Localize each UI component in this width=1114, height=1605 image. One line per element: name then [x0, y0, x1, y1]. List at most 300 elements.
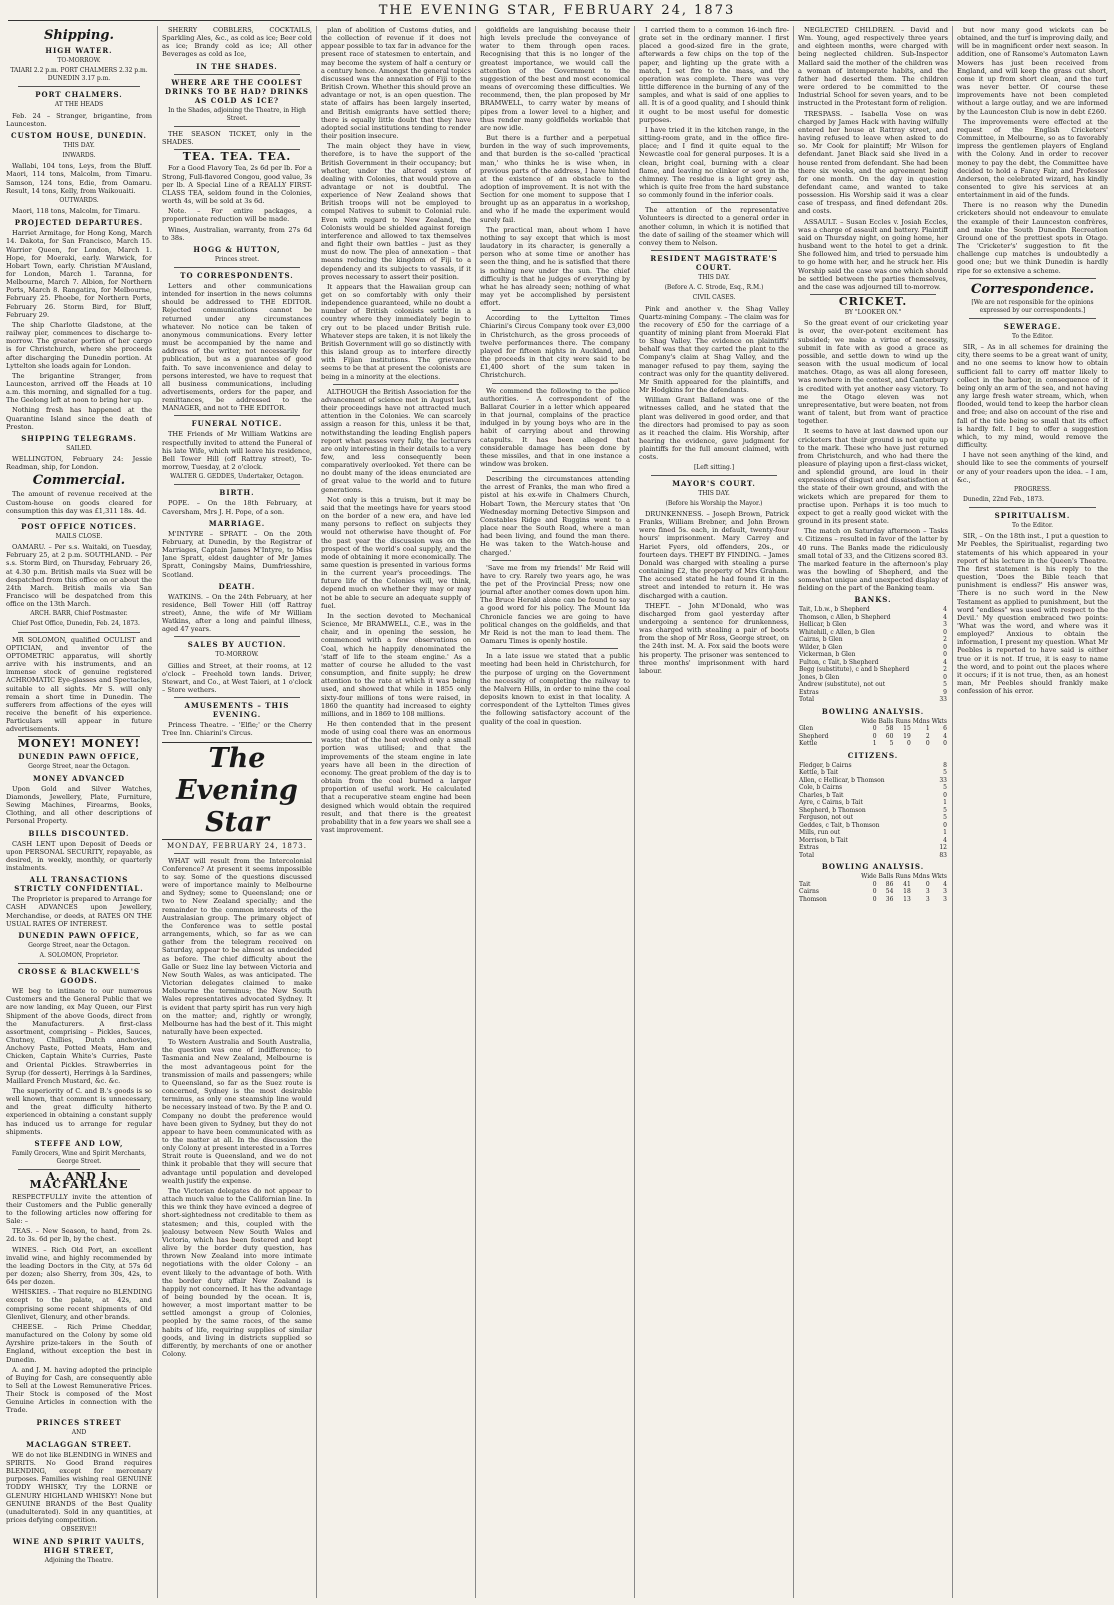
correspondents-text: Letters and other communications intended for insertion in the news columns should be addressed to THE EDITOR. Rejected communications cannot be returned under any circumstances whatever. No notice can be taken of anonymous communications. Every letter must be accompanied by the name and address of the writer, not necessarily for publication, but as a guarantee of good faith. To save inconvenience and delay to persons interested, we have to request that all business communications, including advertisements, orders for the paper, and remittances, be addressed to the MANAGER, and not to THE EDITOR. [162, 281, 312, 413]
pawn-address: George Street, near the Octagon. [28, 762, 130, 770]
table-cell-label: Shepherd [799, 732, 829, 740]
pawn-address: George Street, near the Octagon. [28, 941, 130, 949]
article-paragraph: Describing the circumstances attending the arrest of Franks, the man who fired a pistol at his ex-wife in Chalmers Church, Hobart Town, the Mercury states that 'On Wednesday morning Detective Simpson and Constables Ridge and Ruggins went to a place near the South Road, where a man had been living, and found the man there. He was taken to the Watch-house and charged.' [480, 475, 630, 557]
table-cell-value: 0 [925, 880, 930, 888]
court-before: (Before his Worship the Mayor.) [665, 499, 763, 507]
article-paragraph: ALTHOUGH the British Association for the advancement of science met in August last, their proceedings have not attracted much attention in the Colonies. We can scarcely assign a reason for this, unless it be that, notwithstanding the leading English papers report what passes very fully, the lecturers are only interesting in their details to a very few, and less consequently been comparatively overlooked. Yet there can be no doubt many of the ideas enunciated are of great value to the world and to future generations. [321, 387, 471, 494]
court-day: THIS DAY. [698, 274, 730, 282]
separator [651, 250, 777, 251]
tea-heading: TEA. TEA. TEA. [182, 150, 292, 164]
table-cell-label: Allen, c Hellicar, b Thomson [799, 776, 885, 784]
separator [651, 202, 777, 203]
masthead-text: THE EVENING STAR, FEBRUARY 24, 1873 [378, 3, 736, 18]
separator [492, 560, 618, 561]
table-row [798, 621, 948, 629]
table-cell-value: 3 [943, 888, 947, 896]
mails-close-label: MAILS CLOSE. [55, 532, 103, 540]
table-row [798, 829, 948, 837]
table-cell-label: Tait, I.b.w., b Shepherd [799, 606, 870, 614]
table-row [798, 644, 948, 652]
table-cell-value: Mdns [912, 873, 930, 881]
sailed-label: SAILED. [66, 444, 92, 452]
table-cell-value: Wide [861, 717, 877, 725]
table-row [798, 784, 948, 792]
tomorrow-label: TO-MORROW. [57, 57, 101, 64]
proprietor-text: The Proprietor is prepared to Arrange for CASH ADVANCES upon Jewellery, Merchandise, or deeds, at RATES ON THE USUAL RATES OF INTEREST. [6, 895, 152, 928]
table-cell-label: Charles, b Tait [799, 791, 844, 799]
separator [174, 126, 300, 127]
crosse-blackwell-heading: CROSSE & BLACKWELL'S GOODS. [18, 967, 140, 986]
table-cell-value: Mdns [912, 717, 930, 725]
table-cell-value: 19 [903, 732, 911, 740]
commercial-heading: Commercial. [32, 473, 126, 489]
letter-signature: PROGRESS. [1014, 485, 1051, 493]
table-cell-value: 5 [943, 769, 947, 777]
table-cell-value: 4 [943, 658, 947, 666]
table-cell-value: 0 [943, 821, 947, 829]
table-cell-label: Wilder, b Glen [799, 643, 843, 651]
table-cell-value: 3 [925, 895, 930, 903]
observe-label: OBSERVE!! [61, 1526, 97, 1534]
bowling-analysis-table [798, 718, 948, 748]
separator [18, 86, 140, 87]
shipping-paragraph: Nothing fresh has happened at the Quarantine Island since the death of Preston. [6, 406, 152, 431]
cricket-heading: CRICKET. [838, 295, 908, 308]
tea-note: Note. – For entire packages, a proportionate reduction will be made. [162, 207, 312, 224]
table-row [798, 844, 948, 852]
masthead-rule [8, 20, 1106, 21]
table-cell-value: 3 [925, 888, 930, 896]
cash-lent-text: CASH LENT upon Deposit of Deeds or upon PERSONAL SECURITY, repayable, as desired, in weekly, monthly, or quarterly instalments. [6, 839, 152, 873]
court-report: NEGLECTED CHILDREN. – David and Wm. Young, aged respectively three years and eighteen months, were charged with being neglected children. Sub-Inspector Mallard said the mother of the children was a woman of intemperate habits, and the father had deserted them. The children were ordered to be committed to the Industrial School for seven years, and to be instructed in the Protestant form of religion. [798, 26, 948, 108]
bills-heading: BILLS DISCOUNTED. [28, 828, 130, 838]
separator [492, 383, 618, 384]
table-cell-value: 4 [943, 836, 947, 844]
marriage-heading: MARRIAGE. [208, 518, 266, 528]
table-cell-label: Total [799, 851, 815, 859]
sewerage-heading: SEWERAGE. [1003, 322, 1062, 331]
table-cell-value: 41 [903, 880, 911, 888]
table-cell-value: 1 [872, 740, 877, 748]
steffe-low-heading: STEFFE AND LOW, [34, 1138, 124, 1148]
table-row [798, 696, 948, 704]
marriage-text: M'INTYRE – SPRATT. – On the 20th February, at Dunedin, by the Registrar of Marriages, Captain James M'Intyre, to Miss Jane Spratt, eldest daughter of Mr James Spratt, Coningsby Mains, Dumfriesshire, Scotland. [162, 529, 312, 579]
commercial-text: The amount of revenue received at the Custom-house on goods cleared for consumption this day was £1,311 18s. 4d. [6, 490, 152, 515]
separator [651, 475, 777, 476]
cricket-paragraph: There is no reason why the Dunedin cricketers should not endeavour to emulate the example of their Launceston confrères, and make the South Dunedin Recreation Ground one of the prettiest spots in Otago. The 'Cricketer's' suggestion to fit the challenge cup matches is undoubtedly a good one; but we think Dunedin is hardly ripe for so extensive a scheme. [957, 201, 1108, 275]
court-day: THIS DAY. [698, 489, 730, 497]
mails-text: OAMARU. – Per s.s. Waitaki, on Tuesday, February 25, at 2 p.m. SOUTHLAND. – Per s.s. Storm Bird, on Thursday, February 26, at 4.30 p.m. British mails via Suez will be despatched from this office on or about the 24th March. British mails via San Francisco will be despatched from this office on the 13th March. [6, 543, 152, 609]
blending-text: WE do not like BLENDING in WINES and SPIRITS. No Good Brand requires BLENDING, except for mercenary purposes. Families wishing real GENUINE TODDY WHISKY, Try the LORNE or GLENURY HIGHLAND WHISKY! None but GENUINE BRANDS of the Best Quality (unadulterated). Sold in any quantities, at prices defying competition. [6, 1450, 152, 1525]
shipping-telegrams-heading: SHIPPING TELEGRAMS. [21, 433, 137, 443]
macfarlane-heading: A. AND J. MACFARLANE [29, 1170, 129, 1192]
column-rule-6 [952, 26, 953, 1598]
column-6 [798, 26, 948, 1598]
postmaster-signature: ARCH. BARR, Chief Postmaster. [30, 610, 128, 618]
inwards-list: Wallabi, 104 tons, Leys, from the Bluff. Maori, 114 tons, Malcolm, from Timaru. Samson, 124 tons, Edie, from Oamaru. Result, 14 tons, Kelly, from Waikouaiti. [6, 162, 152, 195]
table-cell-value: Wkts [931, 873, 947, 881]
table-cell-value: 0 [943, 628, 947, 636]
table-row [798, 733, 948, 741]
port-chalmers-heading: PORT CHALMERS. [35, 90, 123, 100]
letter-date: Dunedin, 22nd Feb., 1873. [963, 495, 1044, 503]
table-cell-value: 2 [943, 636, 947, 644]
death-heading: DEATH. [218, 581, 256, 591]
table-cell-label: Kettle [799, 740, 818, 748]
inwards-label: INWARDS. [62, 152, 96, 160]
separator [174, 636, 300, 637]
table-cell-value: 54 [885, 888, 894, 896]
table-cell-value: 4 [943, 732, 947, 740]
issue-dateline: MONDAY, FEBRUARY 24, 1873. [166, 841, 307, 850]
amusements-heading: AMUSEMENTS – THIS EVENING. [184, 701, 290, 720]
article-paragraph: Not only is this a truism, but it may be said that the meetings have for years stood on the border of a new era, and have led many persons to reflect on subjects they would not otherwise have thought of. For the past year the discussion was on the prospect of the world's coal supply, and the mode of obtaining it more economically. The same question is presented in various forms in the current year's proceedings. The future life of the Colonies will, we think, depend much on whether they may or may not be able to secure an adequate supply of fuel. [321, 495, 471, 610]
shades-address: In the Shades, adjoining the Theatre, in High Street. [168, 106, 306, 122]
table-cell-value: 0 [906, 740, 911, 748]
column-7 [957, 26, 1108, 1598]
table-row [798, 636, 948, 644]
crosse-text: The superiority of C. and B.'s goods is so well known, that comment is unnecessary, and the great difficulty hitherto experienced in obtaining a constant supply has induced us to arrange for regular shipments. [6, 1087, 152, 1136]
hogg-hutton-address: Princes street. [214, 255, 260, 263]
table-cell-value: 3 [943, 895, 947, 903]
table-cell-value: 8 [943, 761, 947, 769]
table-cell-value: 0 [872, 880, 877, 888]
table-cell-label: Fledger, b Cairns [799, 761, 852, 769]
table-row [798, 837, 948, 845]
separator [969, 278, 1096, 279]
table-cell-label: Thomson [799, 895, 827, 903]
table-row [798, 718, 948, 726]
to-editor-label: To the Editor. [1011, 522, 1054, 530]
article-paragraph: plan of abolition of Customs duties, and the collection of revenue if it does not appear possible to tax far in advance for the present race of statesmen to entertain, and may become the system of half a century or a century hence. Amongst the general topics discussed was the annexation of Fiji to the British Crown. Whether this should prove an advantage or not, is an open question. The state of affairs has been largely inserted, and British emigrants have settled there; there is equally little doubt that they have adopted social institutions tending to render their position insecure. [321, 26, 471, 141]
table-cell-label: Mills, run out [799, 829, 841, 837]
court-report: ASSAULT. – Susan Eccles v. Josiah Eccles, was a charge of assault and battery. Plaintiff said on Thursday night, on going home, her husband went to the hotel to get a drink. She followed him, and tried to persuade him to go home with her, and he struck her. His Worship said the case was one which should be settled between the parties themselves, and the case was adjourned till to-morrow. [798, 217, 948, 291]
table-cell-label: Andrew (substitute), not out [799, 681, 886, 689]
table-cell-label: Shepherd, b Thomson [799, 806, 866, 814]
table-cell-label: Hellicar, b Glen [799, 621, 847, 629]
separator [18, 518, 140, 519]
table-cell-label: Total [799, 696, 815, 704]
bowling-analysis-heading: BOWLING ANALYSIS. [821, 862, 925, 872]
table-cell-label: Morrison, b Tait [799, 836, 848, 844]
to-editor-label: To the Editor. [1011, 333, 1054, 340]
projected-departures-heading: PROJECTED DEPARTURES. [14, 218, 144, 228]
post-office-dateline: Chief Post Office, Dunedin, Feb. 24, 1873. [12, 620, 140, 628]
table-row [798, 629, 948, 637]
table-cell-label: Kettle, b Tait [799, 769, 839, 777]
arrival-entry: Feb. 24 – Stranger, brigantine, from Launceston. [6, 111, 152, 128]
table-cell-value: 0 [943, 643, 947, 651]
table-cell-label: Ferguson, not out [799, 814, 854, 822]
column-rule-2 [316, 26, 317, 1598]
article-paragraph: It appears that the Hawaiian group can get on so comfortably with only their independence guaranteed, while no doubt a number of British colonists settle in a country where they immediately begin to cry out to be placed under British rule. Whatever steps are taken, it is not likely the British Government will go so distinctly with this island group as to interfere directly with Fijian institutions. The grievance seems to be that at present the colonists are being in a minority at the elections. [321, 282, 471, 381]
whiskies-entry: WHISKIES. – That require no BLENDING except to the palate, at 42s, and comprising some recent shipments of Old Glenlivet, Glenury, and other brands. [6, 1288, 152, 1321]
table-cell-value: 1 [925, 725, 930, 733]
left-sitting: [Left sitting.] [693, 463, 735, 471]
column-rule-3 [475, 26, 476, 1598]
table-row [798, 873, 948, 881]
tea-text: For a Good Flavory Tea, 2s 6d per lb. For a Strong, Full-flavored Congou, good value, 3s per lb. A Special Line of a REALLY FIRST-CLASS TEA, seldom found in the Colonies, worth 4s, will be sold at 3s 6d. [162, 164, 312, 206]
table-row [798, 807, 948, 815]
shipping-heading: Shipping. [44, 28, 114, 43]
civil-cases-label: CIVIL CASES. [692, 294, 736, 302]
table-row [798, 769, 948, 777]
table-cell-value: 4 [943, 880, 947, 888]
article-paragraph: According to the Lyttelton Times Chiarini's Circus Company took over £3,000 in Christchurch, as the gross proceeds of twelve performances there. The company played for fifteen nights in Auckland, and the proceeds in that city were said to be £1,400 short of the sum taken in Christchurch. [480, 314, 630, 380]
correspondents-heading: TO CORRESPONDENTS. [180, 270, 294, 280]
separator [174, 484, 300, 485]
cricket-paragraph: The match on Saturday afternoon – Tasks v. Citizens – resulted in favor of the latter by 40 runs. The Banks made the ridiculously small total of 33, and the Citizens scored 83. The marked feature in the afternoon's play was the bowling of Shepherd, and the somewhat unique and unexpected display of fielding on the part of the Banking team. [798, 527, 948, 593]
pawn-text: Upon Gold and Silver Watches, Diamonds, Jewellery, Plate, Furniture, Sewing Machines, Firearms, Books, Clothing, and all other descriptions of Personal Property. [6, 784, 152, 826]
letter-text: SIR, – As in all schemes for draining the city, there seems to be a great want of unity, and no one seems to know how to obtain sufficient fall to carry off matter likely to collect in the harbor, in consequence of it being only an arm of the sea, and not having any large fresh water stream, which, when flooded, would tend to keep the harbor clean and free; and also on account of the rise and fall of the tide being so small that its effect is hardly felt. I beg to offer a suggestion which, to my mind, would remove the difficulty. [957, 343, 1108, 450]
column-4 [480, 26, 630, 1598]
spiritualism-heading: SPIRITUALISM. [994, 511, 1071, 521]
table-cell-value: 1 [943, 829, 947, 837]
column-rule-5 [793, 26, 794, 1598]
table-cell-value: 86 [885, 880, 894, 888]
table-cell-value: 18 [903, 888, 911, 896]
column-5 [639, 26, 789, 1598]
pawn-office-heading: DUNEDIN PAWN OFFICE, [18, 930, 140, 940]
and-label: AND [71, 1428, 87, 1436]
projected-list: Harriet Armitage, for Hong Kong, March 14. Dakota, for San Francisco, March 15. Warrior Queen, for London, March 1. Hope, for Moeraki, early. Warwick, for Hobart Town, early. Christian M'Ausland, for London, March 1. Taranna, for Melbourne, March 7. Albion, for Northern Ports, March 8. Rangatira, for Melbourne, February 25. Phoebe, for Northern Ports, February 26. Storm Bird, for Bluff, February 29. [6, 229, 152, 319]
correspondence-heading: Correspondence. [970, 281, 1095, 297]
table-cell-value: 36 [885, 895, 894, 903]
wine-vaults-heading: WINE AND SPIRIT VAULTS, HIGH STREET, [12, 1537, 146, 1556]
table-cell-value: 5 [943, 806, 947, 814]
table-cell-value: 0 [872, 895, 877, 903]
separator [333, 384, 459, 385]
table-cell-label: Fulton, c Tait, b Shepherd [799, 658, 879, 666]
article-paragraph: 'Save me from my friends!' Mr Reid will have to cry. Rarely two years ago, he was the pet of the Provincial Press; now one journal after another comes down upon him. The Bruce Herald alone can be found to say a good word for his policy. The Mount Ida Chronicle fancies we are going to have political changes on the goldfields, and that Mr Reid is not the man to lead them. The Oamaru Times is openly hostile. [480, 563, 630, 646]
masthead [0, 0, 1114, 22]
table-cell-label [798, 873, 860, 881]
article-paragraph: The main object they have in view, therefore, is to have the support of the British Government in their occupancy; but whether, under the altered system of dealing with Colonies, that would prove an advantage or not is doubtful. The experience of New Zealand shows that British troops will not be employed to compel Natives to submit to Colonial rule. Even with regard to New Zealand, the Colonists would be shielded against foreign interference and allowed to tax themselves and fight their own battles – just as they must do now. The plea of annexation – that means reducing the kingdom of Fiji to a dependency and its subjects to vassals, if it proves necessary to assert their position. [321, 142, 471, 281]
macfarlane-text: A. and J. M. having adopted the principle of Buying for Cash, are consequently able to Sell at the Lowest Remunerative Prices. Their Stock is composed of the Most Genuine Articles in connection with the Trade. [6, 1365, 152, 1415]
table-cell-label: Glen [799, 725, 814, 733]
birth-text: POPE. – On the 18th February, at Caversham, Mrs J. H. Pope, of a son. [162, 499, 312, 516]
this-day-label: THIS DAY. [63, 141, 95, 149]
table-cell-value: 58 [885, 725, 894, 733]
bowling-analysis-table [798, 873, 948, 903]
citizens-scorecard [798, 762, 948, 860]
column-rule-4 [634, 26, 635, 1598]
column-rule-1 [157, 26, 158, 1598]
auction-text: Gillies and Street, at their rooms, at 12 o'clock – Freehold town lands. Driver, Stewart, and Co., at West Taieri, at 1 o'clock – Store wethers. [162, 661, 312, 695]
tide-table: TAIARI 2.2 p.m. PORT CHALMERS 2.32 p.m. DUNEDIN 3.17 p.m. [10, 67, 148, 83]
leader-paragraph: The Victorian delegates do not appear to attach much value to the Californian line. In this we think they have evinced a degree of short-sightedness not creditable to them as statesmen; and this, coupled with the jealousy between New South Wales and Victoria, which has been fostered and kept alive by the border duty question, has thrown New Zealand into more intimate negotiations with the older Colony – an event likely to the advantage of both. With the border duty affair New Zealand is happily not concerned. It has the advantage of being bounded by the ocean. It is, however, a most important matter to be settled amongst a group of Colonies, peopled by the same races, of the same habits of life, requiring supplies of similar goods, and living in districts supplied so differently, by merchants of one or another Colony. [162, 1186, 312, 1359]
table-cell-value: 5 [943, 814, 947, 822]
table-cell-value: 9 [943, 688, 947, 696]
table-cell-label: Thomson, c Allen, b Shepherd [799, 613, 891, 621]
leader-paragraph: WHAT will result from the Intercolonial Conference? At present it seems impossible to say. Some of the questions discussed were of importance mainly to Melbourne and Sydney; some to Queensland; one or two to New Zealand specially; and the remainder to the common interests of the Australasian group. The primary object of the Conference was to settle postal arrangements, which, so far as we can gather from the telegram received on Saturday, appear to be almost as undecided as before. The chief difficulty about the Galle or Suez line lay between Victoria and New South Wales, as was anticipated. The Victorian delegates claimed to make Melbourne the terminus; the New South Wales representatives advocated Sydney. It is evident that party spirit has run very high on the matter; and, rightly or wrongly, Melbourne has had the best of it. This might naturally have been expected. [162, 856, 312, 1036]
column-1 [6, 26, 152, 1598]
court-before: (Before A. C. Strode, Esq., R.M.) [664, 284, 764, 292]
newspaper-flag: The Evening Star [162, 742, 312, 840]
letter-text: SIR, – On the 18th inst., I put a question to Mr Peebles, the Spiritualist, regarding two statements of his which appeared in your report of his lecture in the Queen's Theatre. The first statement is his reply to the question, 'Does the Bible teach that punishment is endless?' His answer was, 'There is no such word in the New Testament as applied to punishment, but the word "endless" was used with respect to the Devil.' My question embraced two points: 'What was the word, and where was it employed?' Anxious to obtain the information, I present my question. What Mr Peebles is reported to have said is either true or it is not. If true, it is easy to name the word, and to point out the places where it occurs; if it is not true, then, as an honest man, Mr Peebles should frankly make confession of his error. [957, 532, 1108, 696]
leader-paragraph: To Western Australia and South Australia, the question was one of indifference; to Tasmania and New Zealand, Melbourne is the most advantageous point for the transmission of mails and passengers; while to Queensland, so far as the Suez route is concerned, Sydney is the most desirable terminus, as only one steamship line would be necessary instead of two. By the P. and O. Company no doubt the preference would have been given to Sydney, but they do not appear to have been communicated with as to the matter at all. In the discussion the only Colony at present interested in a Torres Strait route is Queensland, and we do not think it probable that they will secure that advantage until population and developed wealth justify the expense. [162, 1038, 312, 1185]
table-cell-label: Cairns [799, 888, 819, 896]
mayors-court-heading: MAYOR'S COURT. [672, 478, 756, 488]
table-cell-value: 5 [889, 740, 894, 748]
table-cell-value: 0 [872, 888, 877, 896]
table-cell-value: 0 [943, 673, 947, 681]
separator [18, 963, 140, 964]
coolest-drinks-heading: WHERE ARE THE COOLEST DRINKS TO BE HAD? DRINKS AS COLD AS ICE? [165, 77, 309, 105]
table-row [798, 888, 948, 896]
birth-heading: BIRTH. [219, 488, 255, 498]
court-report: William Grant Balland was one of the witnesses called, and he stated that the plant was delivered in good order, and that the directors had promised to pay as soon as it reached the claim. His Worship, after hearing the evidence, gave judgment for plaintiffs for the full amount claimed, with costs. [639, 396, 789, 462]
table-cell-value: 2 [925, 732, 930, 740]
table-row [798, 852, 948, 860]
high-water-heading: HIGH WATER. [45, 46, 113, 55]
table-cell-value: 15 [903, 725, 911, 733]
article-paragraph: goldfields are languishing because their high levels preclude the conveyance of water to them through open races. Recognising that this is no longer of the greatest importance, we would call the attention of the Government to the suggestion of the best and most economical means of overcoming these difficulties. We recommend, then, the plan proposed by Mr BRAMWELL, to carry water by means of pipes from a lower level to a higher, and thus render many goldfields workable that are now idle. [480, 26, 630, 132]
proprietor-signature: A. SOLOMON, Proprietor. [39, 951, 119, 959]
auction-tomorrow: TO-MORROW. [215, 651, 259, 659]
shipping-paragraph: The brigantine Stranger, from Launceston, arrived off the Heads at 10 a.m. this morning, and signalled for a tug. The Geelong left at noon to bring her up. [6, 371, 152, 405]
table-cell-value: Runs [895, 873, 911, 881]
article-paragraph: I have tried it in the kitchen range, in the sitting-room grate, and in the office fire-place; and I find it quite equal to the Newcastle coal for general purposes. It is a clean, bright coal, burning with a clear flame, and leaving no clinker or soot in the chimney. The residue is a light grey ash, which is quite free from the hard substance so commonly found in the inferior coals. [639, 125, 789, 200]
letter-text: I have not seen anything of the kind, and should like to see the comments of yourself or any of your readers upon the idea. – I am, &c., [957, 451, 1108, 484]
table-cell-value: 0 [925, 740, 930, 748]
table-cell-label: Ayre, c Cairns, b Tait [799, 799, 863, 807]
correspondence-note: [We are not responsible for the opinions expressed by our correspondents.] [971, 298, 1094, 314]
table-cell-value: 4 [943, 613, 947, 621]
sailed-entry: WELLINGTON, February 24: Jessie Readman, ship, for London. [6, 455, 152, 472]
table-row [798, 740, 948, 748]
court-report: THEFT. – John M'Donald, who was discharged from gaol yesterday after undergoing a sentence for drunkenness, was charged with stealing a pair of boots from the shop of Mr Ross, George street, on the 24th inst. M. A. Fox said the boots were his property. The prisoner was sentenced to three months' imprisonment with hard labour. [639, 601, 789, 675]
money-heading: MONEY! MONEY! [17, 737, 141, 751]
shades-heading: IN THE SHADES. [196, 61, 278, 71]
funeral-text: THE Friends of Mr William Watkins are respectfully invited to attend the Funeral of his late Wife, which will leave his residence, Bell Tower Hill (off Rattray street), To-morrow, Tuesday, at 2 o'clock. [162, 430, 312, 472]
banks-heading: BANKS. [854, 595, 892, 605]
tea-note: Wines, Australian, warranty, from 27s 6d to 38s. [162, 225, 312, 242]
pawn-office-heading: DUNEDIN PAWN OFFICE, [18, 751, 140, 761]
table-cell-value: 83 [939, 851, 947, 859]
adjoining-label: Adjoining the Theatre. [44, 1557, 114, 1565]
separator [174, 697, 300, 698]
table-row [798, 606, 948, 614]
sherry-advert: SHERRY COBBLERS, COCKTAILS, Sparkling Ales, &c., as cold as ice; Beer cold as ice; Brandy cold as ice; All other Beverages as cold as Ice, [162, 26, 312, 59]
separator [492, 471, 618, 472]
undertaker-signature: WALTER G. GEDDES, Undertaker, Octagon. [170, 473, 304, 481]
court-report: Pink and another v. the Shag Valley Quartz-mining Company. – The claim was for the recovery of £50 for the carriage of a quantity of mining plant from Moeraki Flat to Shag Valley. The evidence on plaintiffs' behalf was that they carted the plant to the Company's claim at Shag Valley, and the manager refused to pay them, saying the contract was only for the quantity delivered. Mr Smith appeared for the plaintiffs, and Mr Hodgkins for the defendants. [639, 304, 789, 395]
article-paragraph: We commend the following to the police authorities. – A correspondent of the Ballarat Courier in a letter which appeared in that journal, complains of the practice indulged in by young boys who are in the habit of carrying about and throwing catapults. It has been alleged that considerable damage has been done by these missiles, and that in one instance a window was broken. [480, 386, 630, 468]
separator [174, 853, 300, 854]
table-cell-label: Extras [799, 844, 819, 852]
table-row [798, 881, 948, 889]
table-cell-label: Geddes, c Tait, b Thomson [799, 821, 880, 829]
table-cell-value: Balls [878, 873, 894, 881]
article-paragraph: The practical man, about whom I have nothing to say except that which is most laudatory in its character, is generally a person who at some time or another has seen the thing, and he is satisfied that there is nothing new under the sun. The chief difficulty is that he judges of everything by what he has already seen; nothing of what may yet be accomplished by persistent effort. [480, 225, 630, 308]
post-office-heading: POST OFFICE NOTICES. [21, 521, 137, 531]
court-report: DRUNKENNESS. – Joseph Brown, Patrick Franks, William Brebner, and John Brown were fined 5s. each, in default, twenty-four hours' imprisonment. Mary Carrey and Hariet Fyers, old offenders, 20s., or fourteen days. THEFT BY FINDING. – James Donald was charged with stealing a purse containing £2, the property of Mrs Graham. The accused stated he had found it in the street and intended to return it. He was discharged with a caution. [639, 509, 789, 600]
column-3 [321, 26, 471, 1598]
article-paragraph: I carried them to a common 16-inch fire-grate set in the ordinary manner. I first placed a good-sized fire in the grate, afterwards a few chips on the top of the paper, and lighting up the grate with a match, I set fire to the mass, and the operation was complete. There was very little difference in the burning of any of the samples, and what is said of one applies to all. It is of a good quality, and I should think it ought to be most useful for domestic purposes. [639, 26, 789, 124]
outwards-list: Maori, 118 tons, Malcolm, for Timaru. [12, 207, 141, 216]
transactions-heading: ALL TRANSACTIONS STRICTLY CONFIDENTIAL. [14, 875, 144, 894]
separator [969, 507, 1096, 508]
table-row [798, 666, 948, 674]
article-paragraph: He then contended that in the present mode of using coal there was an enormous waste; that of the heat evolved only a small portion was utilised; and that the improvements of the steam engine in late years have all been in the direction of economy. The great problem of the day is to obtain from the coal burned a larger proportion of useful work. He calculated that a recuperative steam engine had been designed which would obtain the required result, and that there is the greatest probability that in a few years we shall see a vast improvement. [321, 719, 471, 834]
maclaggan-street-heading: MACLAGGAN STREET. [26, 1439, 132, 1449]
table-cell-value: Wide [861, 873, 877, 881]
table-cell-value: 12 [939, 844, 947, 852]
separator [969, 318, 1096, 319]
shipping-paragraph: The ship Charlotte Gladstone, at the railway pier, commences to discharge to-morrow. The greater portion of her cargo is for Christchurch, where she proceeds after discharging the Dunedin portion. At Lyttelton she loads again for London. [6, 320, 152, 370]
table-cell-label: Vickerman, b Glen [799, 651, 856, 659]
table-cell-value: 0 [943, 651, 947, 659]
cricket-paragraph: It seems to have at last dawned upon our cricketers that their ground is not quite up to the mark. These who have just returned from Christchurch, and who had there the pleasure of playing upon a first-class wicket, and splendid ground, are loud in their expressions of disgust and dissatisfaction at the state of their own ground, and with the wickets which are prepared for them to practise upon. Perhaps it is too much to expect to get a really good wicket with the ground in its present state. [798, 427, 948, 526]
article-paragraph: But there is a further and a perpetual burden in the way of such improvements, and that burden is the so-called 'practical man,' who thinks he is wise when, in previous parts of the address, I have hinted at the existence of an obstacle to the adoption of improvement. It is not with the Section for one moment to suppose that I brought up as an apparatus in a workshop, and who if he made the experiment would surely fail. [480, 134, 630, 224]
table-cell-value: Runs [895, 717, 911, 725]
court-report: TRESPASS. – Isabella Vose on was charged by James Hack with having wilfully entered her house at Rattray street, and having refused to leave when asked to do so. Mr Cook for plaintiff; Mr Wilson for defendant. Janet Black said she lived in a house rented from defendant. She had been there six weeks, and the agreement being for one month. On the day in question defendant came, and wanted to take possession. His Worship said it was a clear case of trespass, and fined defendant 20s. and costs. [798, 109, 948, 216]
crosse-text: WE beg to intimate to our numerous Customers and the General Public that we are now landing, ex May Queen, our First Shipment of the above Goods, direct from the Manufacturers. A first-class assortment, comprising – Pickles, Sauces, Chutney, Chillies, Dutch anchovies, Anchovy Paste, Potted Meats, Ham and Chicken, Captain White's Curries, Paste and Oriental Pickles. Strawberries in Syrup (for dessert), Herrings à la Sardines, Maillard French Mustard, &c. &c. [6, 987, 152, 1085]
table-cell-value: 6 [943, 725, 947, 733]
table-cell-value: 3 [943, 621, 947, 629]
table-row [798, 614, 948, 622]
table-row [798, 896, 948, 904]
season-ticket: THE SEASON TICKET, only in the SHADES. [162, 129, 312, 147]
table-row [798, 674, 948, 682]
table-cell-label: Begg (substitute), c and b Shepherd [799, 666, 910, 674]
table-row [798, 822, 948, 830]
table-cell-label [798, 718, 860, 726]
table-cell-value: 13 [903, 895, 911, 903]
table-cell-value: 5 [943, 681, 947, 689]
cricket-paragraph: but now many good wickets can be obtained, and the turf is improving daily, and will be in magnificent order next season. In addition, one of Ransome's Automaton Lawn Mowers has just been received from England, and will keep the grass cut short, come it up from short clean, and the turf was never better. Of course these improvements have not been completed without a large outlay, and we are informed by the Launceston Club is now in debt £260. [957, 26, 1108, 116]
banks-scorecard [798, 606, 948, 704]
table-cell-value: Balls [878, 717, 894, 725]
table-row [798, 799, 948, 807]
separator [492, 310, 618, 311]
citizens-heading: CITIZENS. [847, 750, 899, 760]
table-cell-label: Whitehill, c Allen, b Glen [799, 628, 875, 636]
amusements-text: Princess Theatre. – 'Elfie;' or the Cherry Tree Inn. Chiarini's Circus. [162, 721, 312, 738]
table-cell-value: 0 [872, 732, 877, 740]
table-cell-value: 5 [943, 784, 947, 792]
table-cell-value: 0 [872, 725, 877, 733]
steffe-low-sub: Family Grocers, Wine and Spirit Merchants, George Street. [11, 1149, 147, 1166]
article-paragraph: The attention of the representative Volunteers is directed to a general order in another column, in which it is notified that the date of sailing of the steamer which will convey them to Nelson. [639, 206, 789, 247]
princes-street-heading: PRINCES STREET [36, 1417, 122, 1427]
solomon-advert: MR SOLOMON, qualified OCULIST and OPTICIAN, and inventor of the OPTOMETRIC apparatus, will shortly arrive with his instruments, and an immense stock of genuine registered ACHROMATIC Eye-glasses and Spectacles, suitable to all sights. Mr S. will only remain a short time in Dunedin. The sufferers from affections of the eyes will receive the benefit of his experience. Particulars will appear in future advertisements. [6, 635, 152, 734]
column-2 [162, 26, 312, 1598]
custom-house-heading: CUSTOM HOUSE, DUNEDIN. [11, 130, 147, 140]
table-row [798, 659, 948, 667]
wines-entry: WINES. – Rich Old Port, an excellent invalid wine, and highly recommended by the leading Doctors in the City, at 57s 6d per dozen; also Sherry, from 30s, 42s, to 64s per dozen. [6, 1245, 152, 1287]
table-row [798, 725, 948, 733]
resident-magistrate-heading: RESIDENT MAGISTRATE'S COURT. [650, 254, 778, 273]
cricket-byline: BY "LOOKER ON." [844, 309, 902, 317]
table-cell-value: 0 [943, 740, 947, 748]
table-cell-value: 0 [943, 791, 947, 799]
separator [174, 267, 300, 268]
table-cell-value: 2 [943, 666, 947, 674]
auction-heading: SALES BY AUCTION. [187, 640, 287, 650]
at-the-heads: AT THE HEADS [54, 101, 104, 109]
separator [18, 632, 140, 633]
table-row [798, 777, 948, 785]
table-row [798, 681, 948, 689]
funeral-heading: FUNERAL NOTICE. [191, 419, 283, 429]
table-cell-value: 4 [943, 606, 947, 614]
outwards-label: OUTWARDS. [59, 196, 99, 204]
table-cell-value: 33 [939, 776, 947, 784]
cricket-paragraph: So the great event of our cricketing year is over, the over-potent excitement has subsided; we make a virtue of necessity, submit in fate with as good a grace as possible, and settle down to wind up the season with the usual modicum of local matches. Otago, as was all along foreseen, was nowhere in the contest, and Canterbury is credited with yet another easy victory. To me the Otago eleven was not unrepresentative, but were beaten, not from want of talent, but from want of practice together. [798, 319, 948, 426]
table-cell-value: 60 [885, 732, 894, 740]
